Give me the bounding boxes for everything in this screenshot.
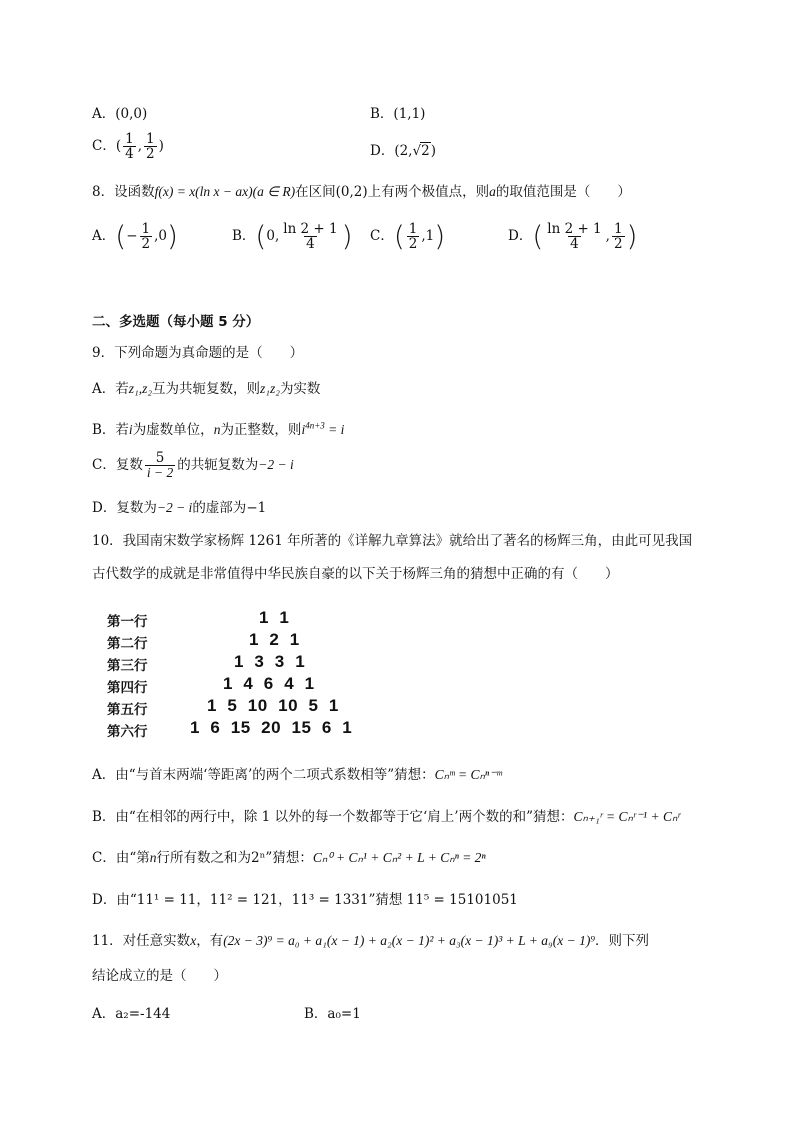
option-text: 行所有数之和为 (156, 850, 251, 866)
q11-stem-line2: 结论成立的是（ ） (92, 968, 227, 984)
math: −2 − i (156, 500, 193, 515)
option-label: A．若 (92, 381, 129, 397)
option-text: B．由“在相邻的两行中，除 1 以外的每一个数都等于它‘肩上’两个数的和”猜想： (92, 809, 574, 825)
paren: ( (115, 219, 127, 253)
triangle-row: 1 1 (259, 608, 290, 627)
fraction (281, 222, 339, 251)
triangle-row: 1 3 3 1 (234, 652, 306, 671)
fraction (140, 222, 153, 251)
triangle-row: 1 4 6 4 1 (223, 674, 315, 693)
option-label: D． (370, 143, 395, 159)
sqrt-argument: 2 (421, 143, 430, 159)
math: i (128, 422, 133, 437)
q9-option-b (92, 418, 344, 438)
fraction (612, 222, 625, 251)
q7-option-d (370, 139, 436, 159)
option-label: D．复数为 (92, 500, 157, 516)
denominator: 4 (306, 236, 315, 253)
stem-text: 设函数 (114, 184, 155, 200)
option-value: ,1 (421, 228, 435, 245)
option-value: 0, (266, 228, 280, 245)
q10-option-d: D．由“11¹ = 11，11² = 121，11³ = 1331”猜想 11⁵ = 15101051 (92, 892, 518, 908)
option-label: B．若 (92, 422, 129, 438)
function-formula: f(x) = x(ln x − ax)(a ∈ R) (154, 184, 296, 199)
denominator: i − 2 (146, 465, 174, 481)
option-text: 的虚部为 (192, 500, 247, 516)
q9-option-a (92, 377, 320, 397)
denominator: 2 (613, 236, 623, 253)
denominator: 4 (125, 146, 134, 163)
q10-option-a (92, 763, 502, 783)
q11-option-b: B．a₀=1 (304, 1006, 361, 1022)
stem-text: 在区间 (295, 184, 336, 200)
stem-text: 11．对任意实数 (92, 933, 191, 949)
option-label: B． (370, 106, 394, 122)
row-label: 第三行 (107, 658, 148, 674)
fraction (145, 451, 175, 480)
option-label: C．复数 (92, 457, 143, 474)
math: n (213, 422, 221, 437)
paren: ( (532, 219, 544, 253)
q10-option-c (92, 846, 486, 866)
math: i (301, 422, 306, 437)
row-label: 第五行 (107, 702, 148, 718)
q10-stem-line1: 10．我国南宋数学家杨辉 1261 年所著的《详解九章算法》就给出了著名的杨辉三角，由此可见我国 (92, 533, 693, 549)
row-label: 第六行 (107, 724, 148, 740)
paren: ) (158, 138, 164, 155)
stem-text: 上有两个极值点，则 (367, 184, 490, 200)
sqrt-symbol: √ (412, 143, 422, 159)
option-value: (0,0) (115, 106, 148, 122)
yanghui-triangle-figure (95, 598, 395, 748)
q8-option-b (232, 219, 353, 253)
numerator: 1 (146, 131, 155, 147)
triangle-row: 1 6 15 20 15 6 1 (190, 718, 353, 737)
option-label: B． (232, 228, 256, 245)
option-label: A． (92, 228, 116, 245)
q7-option-a (92, 102, 147, 122)
paren: ) (341, 219, 353, 253)
triangle-row: 1 2 1 (249, 630, 300, 649)
denominator: 2 (146, 146, 155, 163)
q9-option-d (92, 496, 266, 516)
fraction (144, 132, 157, 161)
q8-option-a (92, 219, 178, 253)
q9-stem: 9．下列命题为真命题的是（ ） (92, 345, 304, 361)
denominator: 2 (408, 236, 418, 253)
numerator: ln 2 + 1 (283, 221, 338, 237)
numerator: 1 (141, 221, 151, 237)
triangle-row: 1 5 10 10 5 1 (207, 696, 339, 715)
stem-text: 的取值范围是（ ） (495, 184, 631, 200)
option-value: (2, (394, 143, 413, 159)
paren: ( (393, 219, 405, 253)
q7-option-c (92, 132, 164, 161)
option-text: 为虚数单位， (132, 422, 214, 438)
paren: ) (626, 219, 638, 253)
option-text: 的共轭复数为 (177, 457, 259, 474)
separator: , (137, 138, 143, 155)
question-number: 8． (92, 184, 115, 200)
section-title: 二、多选题（每小题 5 分） (92, 314, 260, 330)
option-text: 互为共轭复数，则 (152, 381, 261, 397)
q8-option-d (508, 219, 638, 253)
stem-text: ．则下列 (595, 933, 650, 949)
q9-option-c (92, 451, 294, 480)
math: −2 − i (258, 457, 294, 473)
exponent: 4n+3 (305, 420, 325, 431)
numerator: 5 (155, 450, 165, 466)
option-label: C． (370, 228, 394, 245)
fraction (123, 132, 136, 161)
option-label: D． (508, 228, 533, 245)
math: Cₙ₊₁ʳ = Cₙʳ⁻¹ + Cₙʳ (573, 809, 681, 824)
q10-stem-line2: 古代数学的成就是非常值得中华民族自豪的以下关于杨辉三角的猜想中正确的有（ ） (92, 566, 619, 582)
fraction (407, 222, 420, 251)
denominator: 4 (570, 236, 579, 253)
q8-option-c (370, 219, 446, 253)
paren: ) (430, 143, 436, 159)
math: Cₙᵐ = Cₙⁿ⁻ᵐ (434, 767, 502, 782)
q8-stem (92, 180, 631, 200)
option-value: ,0 (154, 228, 167, 245)
option-text: 为正整数，则 (220, 422, 302, 438)
math: z₁,z₂ (128, 381, 153, 396)
math: Cₙ⁰ + Cₙ¹ + Cₙ² + L + Cₙⁿ = 2ⁿ (312, 850, 486, 865)
math: (2x − 3)⁹ = a₀ + a₁(x − 1) + a₂(x − 1)² + a₃(x − 1)³ + L + a₉(x − 1)⁹ (223, 933, 596, 948)
interval: (0,2) (335, 184, 368, 200)
numerator: 1 (125, 131, 134, 147)
option-text: 为实数 (279, 381, 321, 397)
option-value: (1,1) (393, 106, 426, 122)
minus: − (126, 228, 138, 245)
fraction (545, 222, 603, 251)
separator: , (605, 228, 610, 245)
math: z₁z₂ (260, 381, 280, 396)
paren: ) (434, 219, 446, 253)
row-label: 第二行 (107, 636, 148, 652)
q11-option-a: A．a₂=-144 (92, 1006, 171, 1022)
option-text: A．由“与首末两端‘等距离’的两个二项式系数相等”猜想： (92, 767, 435, 783)
option-label: A． (92, 106, 116, 122)
math: −1 (246, 500, 267, 516)
q7-option-b (370, 102, 425, 122)
variable: a (489, 184, 496, 199)
numerator: ln 2 + 1 (547, 221, 602, 237)
q11-stem-line1 (92, 929, 649, 949)
row-label: 第四行 (107, 680, 148, 696)
option-text: C．由“第 (92, 850, 150, 866)
option-label: C． (92, 138, 116, 155)
math: 2ⁿ (250, 850, 266, 866)
math: = i (324, 422, 345, 437)
stem-text: ，有 (196, 933, 224, 949)
denominator: 2 (141, 236, 151, 253)
numerator: 1 (408, 221, 418, 237)
row-label: 第一行 (107, 614, 148, 630)
variable: x (190, 933, 197, 948)
paren: ) (166, 219, 178, 253)
paren: ( (115, 138, 122, 155)
variable: n (149, 850, 157, 865)
option-text: ”猜想： (265, 850, 313, 866)
q10-option-b (92, 805, 680, 825)
paren: ( (255, 219, 267, 253)
numerator: 1 (613, 221, 623, 237)
